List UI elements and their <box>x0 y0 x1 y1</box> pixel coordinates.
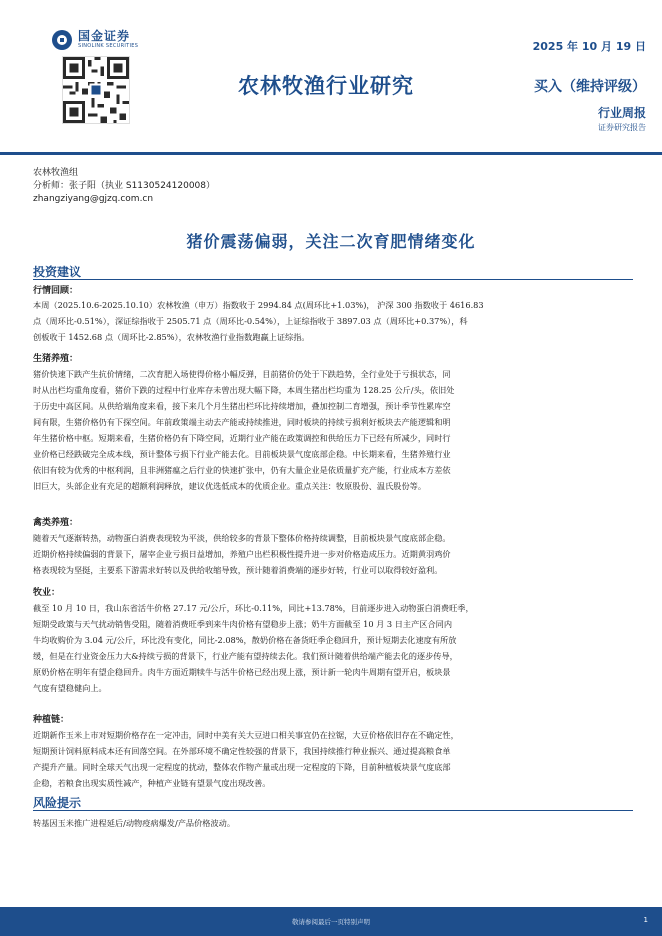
analyst-info <box>33 167 215 206</box>
section-divider <box>33 279 633 280</box>
text-line: 业价格已经跌破完全成本线，预计整体亏损下行业产能去化。目前板块景气度底部企稳。中长期来看，生猪养殖行业 <box>33 449 451 459</box>
analyst-name: 分析师：张子阳（执业 S1130524120008） <box>33 181 216 191</box>
text-line: 产提升产量。同时全球天气出现一定程度的扰动，整体农作物产量或出现一定程度的下降，目前种植板块景气度底部 <box>33 762 451 772</box>
industry-title: 农林牧渔行业研究 <box>238 74 414 98</box>
logo-name-en: SINOLINK SECURITIES <box>78 43 139 49</box>
text-line: 依旧有较为优秀的中枢利润，且非洲猪瘟之后行业的快速扩张中，仍有大量企业是依质量扩充产能，行业成本方差依 <box>33 465 451 475</box>
text-line: 缓，但是在行业资金压力大&持续亏损的背景下，行业产能有望持续去化。我们预计随着供给端产能去化的逐步传导， <box>33 651 458 661</box>
page-number: 1 <box>643 916 648 924</box>
paragraph-cattle <box>33 600 633 696</box>
text-line: 牛均收购价为 3.04 元/公斤，环比没有变化，同比-2.08%，散奶价格在备货旺季企稳回升，预计短期去化速度有所放 <box>33 635 457 645</box>
paragraph-risk <box>33 815 633 831</box>
text-line: 近期新作玉米上市对短期价格存在一定冲击，同时中美有关大豆进口相关事宜仍在拉锯，大豆价格依旧存在不确定性， <box>33 730 459 740</box>
text-line: 转基因玉米推广进程延后/动物疫病爆发/产品价格波动。 <box>33 818 236 828</box>
header-divider <box>0 152 662 155</box>
text-line: 随着天气逐渐转热，动物蛋白消费表现较为平淡，供给较多的背景下整体价格持续调整，目前板块景气度底部企稳。 <box>33 533 451 543</box>
page-footer <box>0 907 662 936</box>
brand-logo <box>52 30 138 50</box>
analyst-email: zhangziyang@gjzq.com.cn <box>33 194 154 204</box>
text-line: 截至 10 月 10 日，我山东省活牛价格 27.17 元/公斤，环比-0.11%，同比+13.78%，目前逐步进入动物蛋白消费旺季， <box>33 603 474 613</box>
logo-icon <box>52 30 72 50</box>
text-line: 猪价快速下跌产生抗价情绪，二次育肥入场使得价格小幅反弹，目前猪价仍处于下跌趋势，全行业处于亏损状态，同 <box>33 369 451 379</box>
text-line: 年生猪价格中枢。短期来看，生猪价格仍有下降空间，近期行业产能在政策调控和供给压力下已经有所减少，同时行 <box>33 433 451 443</box>
paragraph-poultry <box>33 530 633 578</box>
analyst-group: 农林牧渔组 <box>33 168 79 178</box>
text-line: 格表现较为坚挺，主要系下游需求好转以及供给收缩导致，预计随着消费端的逐步好转，行业可以取得较好盈利。 <box>33 565 443 575</box>
report-category: 证券研究报告 <box>598 123 646 132</box>
text-line: 旧巨大，头部企业有充足的超额利润释放，建议优选低成本的优质企业。重点关注：牧原股份、温氏股份等。 <box>33 481 427 491</box>
report-header <box>0 0 662 155</box>
text-line: 原奶价格在明年有望企稳回升。肉牛方面近期犊牛与活牛价格已经出现上涨，预计新一轮肉牛周期有望开启，板块景 <box>33 667 451 677</box>
section-title-risk: 风险提示 <box>33 796 82 810</box>
paragraph-review <box>33 297 633 345</box>
report-type: 行业周报 <box>597 106 646 120</box>
paragraph-hog <box>33 366 633 494</box>
subhead-seed: 种植链： <box>33 715 70 725</box>
subhead-poultry: 禽类养殖： <box>33 518 79 528</box>
paragraph-seed <box>33 727 633 791</box>
section-divider <box>33 810 633 811</box>
report-date: 2025 年 10 月 19 日 <box>532 40 646 53</box>
text-line: 间有限，生猪价格仍有下探空间。年前政策端主动去产能或持续推进，同时板块的持续亏损利好板块去产能逻辑和明 <box>33 417 451 427</box>
text-line: 短期受政策与天气扰动销售受阻，随着消费旺季到来牛肉价格有望稳步上涨；奶牛方面截至 10 月 3 日主产区合同内 <box>33 619 453 629</box>
text-line: 企稳，若粮食出现实质性减产，种植产业链有望景气度出现改善。 <box>33 778 271 788</box>
text-line: 近期价格持续偏弱的背景下，屠宰企业亏损日益增加，养殖户出栏积极性提升进一步对价格造成压力。近期黄羽鸡价 <box>33 549 451 559</box>
subhead-cattle: 牧业： <box>33 588 61 598</box>
qr-code-icon <box>62 56 130 124</box>
logo-name-cn: 国金证券 <box>78 29 131 43</box>
subhead-review: 行情回顾： <box>33 286 79 296</box>
text-line: 气度有望稳健向上。 <box>33 683 107 693</box>
text-line: 本周（2025.10.6-2025.10.10）农林牧渔（申万）指数收于 2994.84 点(周环比+1.03%)， 沪深 300 指数收于 4616.83 <box>33 300 484 310</box>
text-line: 短期预计饲料原料成本还有回落空间。在外部环境不确定性较强的背景下，我国持续推行种业振兴、通过提高粮食单 <box>33 746 451 756</box>
section-title-invest: 投资建议 <box>33 265 82 279</box>
text-line: 时从出栏均重角度看，猪价下跌的过程中行业库存未曾出现大幅下降，本周生猪出栏均重为 128.25 公斤/头，依旧处 <box>33 385 455 395</box>
text-line: 于历史中高区间。从供给端角度来看，接下来几个月生猪出栏环比持续增加，叠加控制二育增强，预计季节性累库空 <box>33 401 451 411</box>
rating-badge: 买入（维持评级） <box>534 79 646 95</box>
footer-disclaimer: 敬请参阅最后一页特别声明 <box>292 918 370 926</box>
text-line: 创板收于 1452.68 点（周环比-2.85%），农林牧渔行业指数跑赢上证综指。 <box>33 332 310 342</box>
subhead-hog: 生猪养殖： <box>33 354 79 364</box>
text-line: 点（周环比-0.51%），深证综指收于 2505.71 点（周环比-0.54%），上证综指收于 3897.03 点（周环比+0.37%），科 <box>33 316 468 326</box>
page-title: 猪价震荡偏弱，关注二次育肥情绪变化 <box>186 232 476 251</box>
